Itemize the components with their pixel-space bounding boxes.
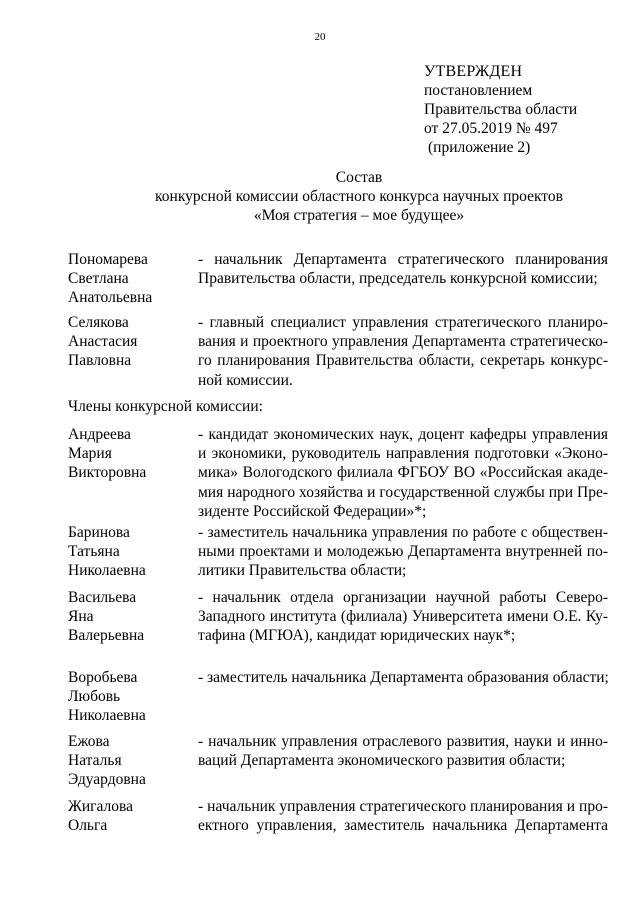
approval-line: Правительства области <box>424 101 578 118</box>
person-name: Васильева Яна Валерьевна <box>68 589 145 645</box>
person-description: - начальник отдела организации научной работы Северо- Западного института (филиала) Университета имени О.Е. Ку- тафина (МГЮА), кандидат юридических наук*; <box>198 589 608 645</box>
title-line: «Моя стратегия – мое будущее» <box>253 207 465 224</box>
approval-line: постановлением <box>424 82 533 99</box>
page-number: 20 <box>314 31 326 43</box>
person-name: Андреева Мария Викторовна <box>68 426 147 482</box>
person-name: Воробьева Любовь Николаевна <box>68 669 146 725</box>
person-description: - кандидат экономических наук, доцент кафедры управления и экономики, руководитель направления подготовки «Эконо- мика» Вологодского филиала ФГБОУ ВО «Российская акаде- мия народного хозяйства и государственной службы при Пре- зиденте Российской Федерации»*; <box>198 426 608 520</box>
approval-block <box>424 62 577 157</box>
approval-appendix: (приложение 2) <box>428 139 531 156</box>
approval-heading: УТВЕРЖДЕН <box>424 63 523 80</box>
title-line: конкурсной комиссии областного конкурса научных проектов <box>155 188 563 205</box>
person-description: - заместитель начальника управления по работе с обществен- ными проектами и молодежью Департамента внутренней по- литики Правительства области; <box>198 524 608 580</box>
approval-date-line: от 27.05.2019 № 497 <box>424 120 558 137</box>
title-line: Состав <box>335 169 383 186</box>
person-description: - заместитель начальника Департамента образования области; <box>198 669 609 686</box>
person-description: - начальник Департамента стратегического планирования Правительства области, председатель конкурсной комиссии; <box>198 251 608 288</box>
person-name: Пономарева Светлана Анатольевна <box>68 251 153 307</box>
person-description: - начальник управления стратегического планирования и про- ектного управления, заместитель начальника Департамента <box>198 798 608 835</box>
person-name: Жигалова Ольга <box>68 798 134 835</box>
person-description: - главный специалист управления стратегического планиро- вания и проектного управления Департамента стратегическо- го планирования Правительства области, секретарь конкурс- ной комиссии. <box>198 314 608 389</box>
person-name: Баринова Татьяна Николаевна <box>68 524 146 580</box>
document-title <box>0 168 640 225</box>
members-heading: Члены конкурсной комиссии: <box>68 398 263 415</box>
person-name: Селякова Анастасия Павловна <box>68 314 138 370</box>
person-name: Ежова Наталья Эдуардовна <box>68 733 146 789</box>
person-description: - начальник управления отраслевого развития, науки и инно- ваций Департамента экономического развития области; <box>198 733 608 770</box>
